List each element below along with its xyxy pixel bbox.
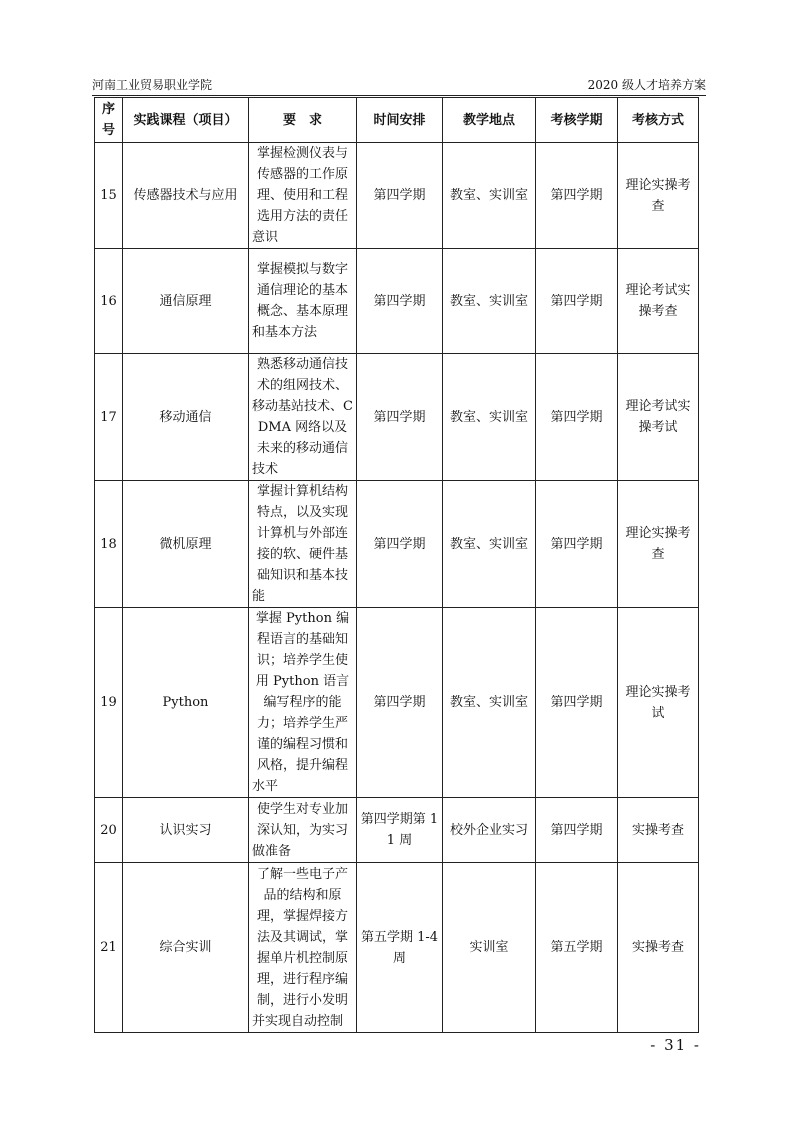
col-header-term: 考核学期: [536, 98, 618, 143]
cell-course: 微机原理: [123, 481, 249, 608]
table-row: [95, 354, 699, 481]
col-header-location: 教学地点: [443, 98, 536, 143]
practice-course-table: [94, 97, 699, 1033]
cell-method: 理论实操考试: [618, 608, 699, 798]
cell-term: 第四学期: [536, 249, 618, 354]
cell-course: 传感器技术与应用: [123, 143, 249, 249]
col-header-no: 序号: [95, 98, 123, 143]
cell-time: 第四学期: [357, 143, 443, 249]
table-row: [95, 863, 699, 1033]
cell-requirement: 熟悉移动通信技术的组网技术、移动基站技术、CDMA 网络以及未来的移动通信技术: [249, 354, 357, 481]
cell-term: 第四学期: [536, 608, 618, 798]
table-row: [95, 249, 699, 354]
cell-course: 认识实习: [123, 798, 249, 863]
table-row: [95, 608, 699, 798]
col-header-time: 时间安排: [357, 98, 443, 143]
cell-no: 19: [95, 608, 123, 798]
program-title: 2020 级人才培养方案: [587, 78, 706, 92]
cell-course: 移动通信: [123, 354, 249, 481]
cell-term: 第四学期: [536, 354, 618, 481]
col-header-course: 实践课程（项目）: [123, 98, 249, 143]
cell-no: 16: [95, 249, 123, 354]
cell-method: 实操考查: [618, 863, 699, 1033]
cell-requirement: 使学生对专业加深认知，为实习做准备: [249, 798, 357, 863]
cell-requirement: 掌握 Python 编程语言的基础知识；培养学生使用 Python 语言编写程序的能力；培养学生严谨的编程习惯和风格，提升编程水平: [249, 608, 357, 798]
cell-requirement: 了解一些电子产品的结构和原理，掌握焊接方法及其调试，掌握单片机控制原理，进行程序编制，进行小发明并实现自动控制: [249, 863, 357, 1033]
table-header-row: [95, 98, 699, 143]
cell-location: 实训室: [443, 863, 536, 1033]
cell-method: 理论实操考查: [618, 143, 699, 249]
cell-requirement: 掌握模拟与数字通信理论的基本概念、基本原理和基本方法: [249, 249, 357, 354]
cell-no: 20: [95, 798, 123, 863]
cell-time: 第四学期: [357, 354, 443, 481]
cell-method: 实操考查: [618, 798, 699, 863]
cell-time: 第四学期: [357, 249, 443, 354]
cell-requirement: 掌握检测仪表与传感器的工作原理、使用和工程选用方法的责任意识: [249, 143, 357, 249]
table-row: [95, 798, 699, 863]
cell-no: 18: [95, 481, 123, 608]
cell-location: 教室、实训室: [443, 481, 536, 608]
cell-time: 第四学期第 11 周: [357, 798, 443, 863]
cell-method: 理论考试实操考查: [618, 249, 699, 354]
page-header: [92, 76, 706, 94]
header-rule: [92, 95, 706, 96]
cell-location: 教室、实训室: [443, 608, 536, 798]
cell-term: 第五学期: [536, 863, 618, 1033]
table-row: [95, 481, 699, 608]
page-number: - 31 -: [650, 1036, 701, 1054]
institution-name: 河南工业贸易职业学院: [92, 78, 213, 92]
cell-location: 教室、实训室: [443, 354, 536, 481]
cell-term: 第四学期: [536, 481, 618, 608]
cell-method: 理论考试实操考试: [618, 354, 699, 481]
cell-term: 第四学期: [536, 143, 618, 249]
cell-location: 教室、实训室: [443, 249, 536, 354]
col-header-method: 考核方式: [618, 98, 699, 143]
col-header-requirement: 要 求: [249, 98, 357, 143]
cell-method: 理论实操考查: [618, 481, 699, 608]
cell-location: 教室、实训室: [443, 143, 536, 249]
cell-time: 第四学期: [357, 608, 443, 798]
cell-course: 综合实训: [123, 863, 249, 1033]
cell-term: 第四学期: [536, 798, 618, 863]
table-row: [95, 143, 699, 249]
cell-time: 第五学期 1-4 周: [357, 863, 443, 1033]
cell-course: 通信原理: [123, 249, 249, 354]
cell-no: 21: [95, 863, 123, 1033]
cell-no: 15: [95, 143, 123, 249]
cell-course: Python: [123, 608, 249, 798]
cell-location: 校外企业实习: [443, 798, 536, 863]
cell-time: 第四学期: [357, 481, 443, 608]
cell-requirement: 掌握计算机结构特点，以及实现计算机与外部连接的软、硬件基础知识和基本技能: [249, 481, 357, 608]
cell-no: 17: [95, 354, 123, 481]
